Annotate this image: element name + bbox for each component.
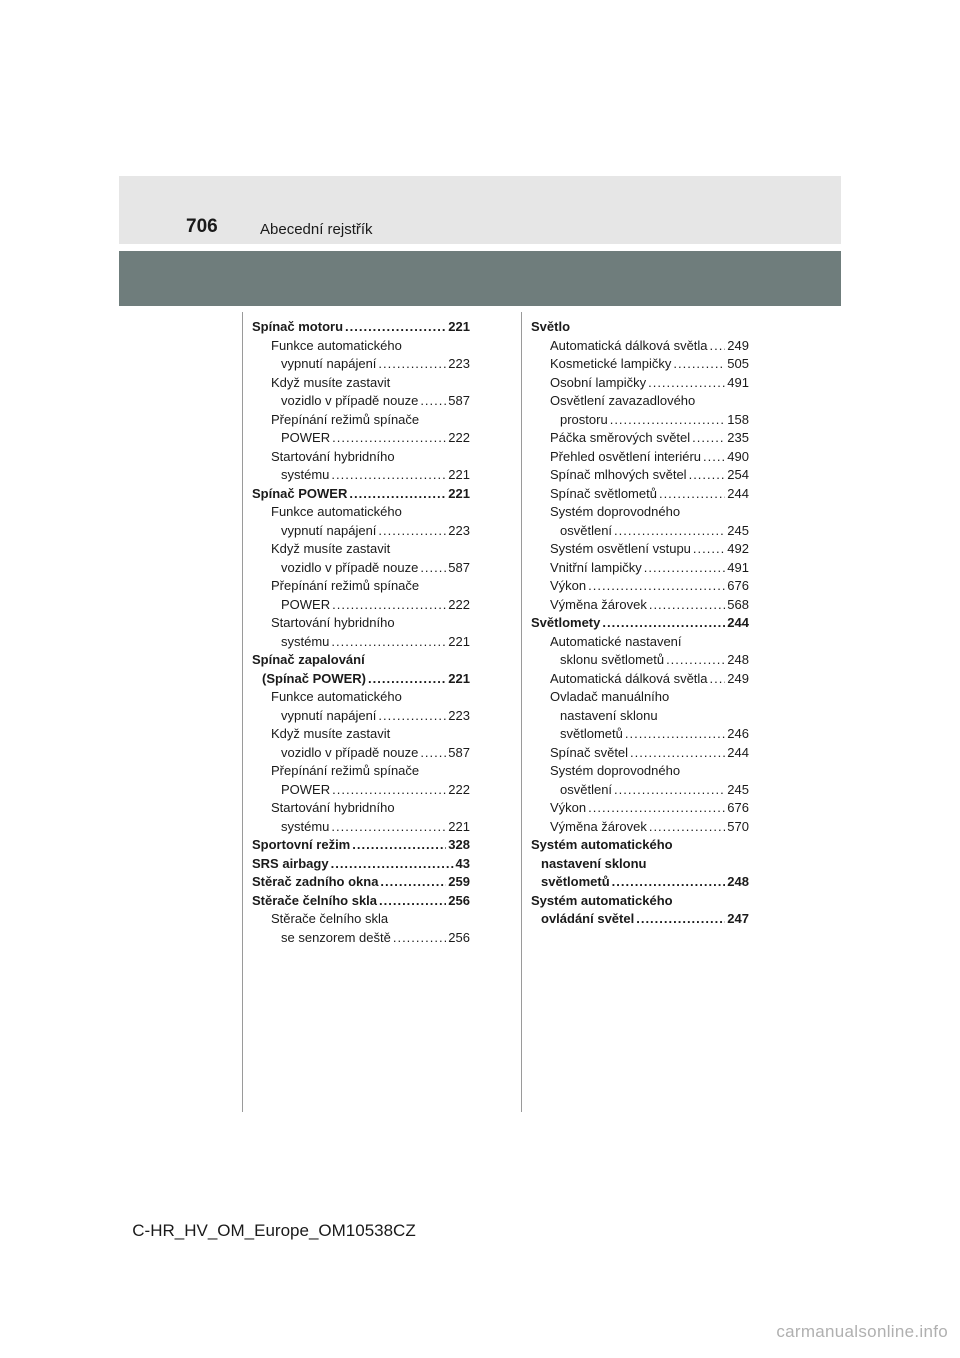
index-entry — [531, 799, 749, 818]
index-entry-text: prostoru — [560, 411, 608, 427]
index-entry-page: 222 — [448, 430, 470, 445]
index-entry-text: Spínač mlhových světel — [550, 467, 687, 482]
index-entry — [531, 577, 749, 596]
index-entry — [252, 337, 470, 356]
index-entry-text: vozidlo v případě nouze — [281, 744, 419, 760]
index-entry-dots — [610, 411, 726, 430]
index-entry — [252, 744, 470, 763]
index-entry-page: 245 — [727, 781, 749, 797]
index-entry — [252, 503, 470, 522]
index-entry-text: nastavení sklonu — [560, 707, 658, 723]
index-entry-dots — [612, 873, 726, 892]
index-entry-text: Spínač motoru — [252, 319, 344, 334]
index-entry — [531, 633, 749, 652]
index-entry-text: Automatická dálková světla — [550, 337, 708, 353]
index-entry-text: Přepínání režimů spínače — [271, 578, 420, 593]
index-entry-text: Automatické nastavení — [550, 633, 682, 649]
index-entry-page: 221 — [448, 467, 470, 482]
index-entry-text: vypnutí napájení — [281, 707, 377, 723]
index-entry — [252, 929, 470, 948]
index-column-left — [252, 318, 470, 947]
page-number: 706 — [186, 216, 218, 237]
index-entry-text: sklonu světlometů — [560, 652, 665, 667]
index-entry-page: 492 — [727, 541, 749, 556]
index-entry-text: Osvětlení zavazadlového — [550, 393, 696, 408]
index-entry-text: Výkon — [550, 578, 587, 593]
index-entry-dots — [630, 744, 725, 763]
index-entry-page: 244 — [727, 615, 749, 630]
index-entry — [531, 762, 749, 781]
index-entry-page: 505 — [727, 356, 749, 371]
index-entry-text: systému — [281, 818, 330, 834]
index-entry — [531, 818, 749, 837]
index-entry — [252, 485, 470, 504]
index-entry-text: Spínač světlometů — [550, 485, 657, 501]
index-entry-dots — [636, 910, 725, 929]
index-entry-page: 221 — [448, 633, 470, 649]
index-entry-page: 676 — [727, 578, 749, 593]
index-entry-page: 676 — [727, 800, 749, 815]
index-entry-dots — [625, 725, 725, 744]
index-entry — [252, 577, 470, 596]
index-entry-dots — [345, 318, 446, 337]
index-entry-text: světlometů — [541, 874, 610, 889]
index-entry — [252, 392, 470, 411]
index-entry — [252, 725, 470, 744]
index-entry-page: 254 — [727, 467, 749, 482]
index-entry-dots — [649, 596, 725, 615]
index-entry-page: 235 — [727, 430, 749, 445]
index-entry-text: Přepínání režimů spínače — [271, 411, 420, 427]
index-entry-dots — [352, 836, 446, 855]
index-entry-text: Výměna žárovek — [550, 596, 647, 612]
index-entry-text: osvětlení — [560, 781, 613, 797]
index-entry-dots — [649, 818, 725, 837]
index-entry — [252, 374, 470, 393]
index-entry — [252, 670, 470, 689]
index-entry-dots — [693, 540, 725, 559]
header-band — [119, 176, 841, 244]
index-entry-page: 222 — [448, 781, 470, 797]
index-entry — [531, 374, 749, 393]
index-entry-text: ovládání světel — [541, 911, 635, 926]
index-entry — [531, 910, 749, 929]
index-entry — [531, 448, 749, 467]
index-entry-page: 248 — [727, 652, 749, 667]
index-entry-text: Spínač POWER — [252, 485, 348, 501]
index-entry-page: 221 — [448, 319, 470, 334]
index-entry-text: vypnutí napájení — [281, 356, 377, 371]
index-entry — [252, 781, 470, 800]
index-entry-dots — [420, 744, 446, 763]
index-entry-text: Sportovní režim — [252, 837, 351, 852]
index-entry-dots — [368, 670, 446, 689]
section-band — [119, 251, 841, 306]
index-entry — [531, 688, 749, 707]
index-entry-text: Přepínání režimů spínače — [271, 763, 420, 778]
index-entry — [252, 818, 470, 837]
index-entry-text: Ovladač manuálního — [550, 689, 670, 704]
index-entry-text: Osobní lampičky — [550, 374, 647, 390]
index-entry-text: Stěrače čelního skla — [271, 911, 389, 926]
index-entry — [531, 466, 749, 485]
index-entry-dots — [666, 651, 725, 670]
index-entry-dots — [332, 781, 446, 800]
index-entry-page: 587 — [448, 744, 470, 760]
index-entry — [531, 392, 749, 411]
index-entry — [531, 873, 749, 892]
index-entry-text: systému — [281, 633, 330, 649]
index-entry-dots — [331, 855, 454, 874]
index-entry-text: POWER — [281, 781, 331, 797]
index-entry-dots — [331, 818, 446, 837]
document-code: C-HR_HV_OM_Europe_OM10538CZ — [132, 1221, 416, 1240]
index-entry-dots — [644, 559, 726, 578]
index-entry — [531, 337, 749, 356]
index-entry-dots — [378, 522, 446, 541]
index-entry-dots — [614, 781, 725, 800]
index-entry — [252, 614, 470, 633]
index-entry — [252, 651, 470, 670]
index-entry-text: Systém osvětlení vstupu — [550, 541, 691, 556]
column-divider-left — [242, 312, 243, 1112]
index-column-right — [531, 318, 749, 929]
index-entry-page: 244 — [727, 744, 749, 760]
index-entry-text: Páčka směrových světel — [550, 430, 691, 445]
index-entry — [252, 355, 470, 374]
index-entry-text: Automatická dálková světla — [550, 670, 708, 686]
index-entry-text: Systém doprovodného — [550, 504, 681, 519]
index-entry-page: 256 — [448, 929, 470, 945]
index-entry-dots — [648, 374, 725, 393]
index-entry-page: 221 — [448, 670, 470, 686]
index-entry — [252, 429, 470, 448]
index-entry — [531, 725, 749, 744]
column-divider-middle — [521, 312, 522, 1112]
index-entry-dots — [703, 448, 725, 467]
watermark-text: carmanualsonline.info — [776, 1322, 948, 1341]
index-entry-dots — [393, 929, 446, 948]
index-entry — [531, 670, 749, 689]
index-entry — [252, 448, 470, 467]
index-entry — [252, 855, 470, 874]
index-entry-text: Startování hybridního — [271, 448, 395, 464]
index-entry — [531, 522, 749, 541]
index-entry-page: 256 — [448, 892, 470, 908]
index-entry-text: osvětlení — [560, 522, 613, 538]
index-entry-page: 491 — [727, 559, 749, 575]
index-entry — [531, 651, 749, 670]
index-entry-page: 570 — [727, 818, 749, 834]
index-entry-text: Světlomety — [531, 615, 601, 630]
index-entry — [252, 762, 470, 781]
index-entry-text: Kosmetické lampičky — [550, 356, 672, 371]
index-entry-dots — [379, 892, 446, 911]
index-entry — [252, 633, 470, 652]
index-entry-page: 246 — [727, 726, 749, 741]
index-entry-text: světlometů — [560, 726, 623, 741]
index-entry-dots — [349, 485, 446, 504]
index-entry-text: Vnitřní lampičky — [550, 559, 642, 575]
index-entry-page: 587 — [448, 559, 470, 575]
index-entry — [252, 522, 470, 541]
index-entry — [252, 540, 470, 559]
index-entry-text: Když musíte zastavit — [271, 726, 391, 741]
index-entry-text: Spínač světel — [550, 744, 629, 760]
index-entry — [531, 855, 749, 874]
index-entry-text: Systém doprovodného — [550, 763, 681, 778]
index-entry — [252, 873, 470, 892]
index-entry — [252, 688, 470, 707]
index-entry-text: SRS airbagy — [252, 855, 329, 871]
index-entry — [531, 744, 749, 763]
index-entry-text: Výměna žárovek — [550, 818, 647, 834]
index-entry-text: Přehled osvětlení interiéru — [550, 448, 702, 464]
index-entry-text: Startování hybridního — [271, 615, 395, 630]
index-entry — [531, 540, 749, 559]
index-entry-page: 244 — [727, 485, 749, 501]
index-entry — [531, 318, 749, 337]
index-entry-text: Funkce automatického — [271, 504, 402, 519]
index-entry — [531, 707, 749, 726]
index-entry — [531, 892, 749, 911]
index-entry — [531, 429, 749, 448]
section-title: Abecední rejstřík — [260, 221, 373, 238]
index-entry-text: Systém automatického — [531, 837, 673, 852]
index-entry-text: Funkce automatického — [271, 689, 402, 704]
index-entry-text: vozidlo v případě nouze — [281, 393, 419, 408]
index-entry-text: Výkon — [550, 800, 587, 815]
index-entry — [531, 503, 749, 522]
index-entry-dots — [378, 355, 446, 374]
index-entry-page: 221 — [448, 818, 470, 834]
index-entry-dots — [689, 466, 726, 485]
index-entry-page: 587 — [448, 393, 470, 408]
index-entry-page: 247 — [727, 911, 749, 926]
index-entry-text: vypnutí napájení — [281, 522, 377, 538]
index-entry — [252, 466, 470, 485]
index-entry — [531, 781, 749, 800]
index-entry — [252, 910, 470, 929]
index-entry-text: nastavení sklonu — [541, 855, 647, 871]
index-entry-text: systému — [281, 467, 330, 482]
index-entry-page: 222 — [448, 596, 470, 612]
index-entry-dots — [331, 466, 446, 485]
index-entry — [252, 318, 470, 337]
index-entry-dots — [710, 337, 726, 356]
index-entry — [531, 485, 749, 504]
index-entry-dots — [710, 670, 726, 689]
index-entry-dots — [420, 392, 446, 411]
footer — [0, 1221, 960, 1241]
index-entry-text: Když musíte zastavit — [271, 374, 391, 390]
index-entry-dots — [332, 429, 446, 448]
index-entry-dots — [588, 799, 725, 818]
index-entry-text: vozidlo v případě nouze — [281, 559, 419, 575]
index-entry — [252, 596, 470, 615]
index-entry-text: Když musíte zastavit — [271, 541, 391, 556]
index-entry-text: Spínač zapalování — [252, 652, 365, 667]
index-entry-dots — [614, 522, 725, 541]
index-entry-page: 248 — [727, 874, 749, 889]
index-entry-page: 490 — [727, 448, 749, 464]
index-entry — [531, 836, 749, 855]
index-entry-text: Světlo — [531, 319, 571, 334]
index-entry-page: 223 — [448, 356, 470, 371]
index-entry-dots — [380, 873, 446, 892]
index-entry — [252, 799, 470, 818]
index-entry-page: 221 — [448, 485, 470, 501]
index-entry — [252, 411, 470, 430]
index-entry-dots — [673, 355, 725, 374]
index-entry-page: 491 — [727, 374, 749, 390]
index-entry-text: Systém automatického — [531, 892, 673, 908]
index-entry-page: 223 — [448, 707, 470, 723]
index-entry-page: 43 — [455, 855, 470, 871]
index-entry-page: 259 — [448, 874, 470, 889]
index-entry — [252, 892, 470, 911]
index-entry — [531, 559, 749, 578]
index-entry-dots — [692, 429, 725, 448]
index-entry-text: se senzorem deště — [281, 929, 391, 945]
index-entry-dots — [331, 633, 446, 652]
index-entry-dots — [378, 707, 446, 726]
index-entry-text: Stěrače čelního skla — [252, 892, 378, 908]
index-entry-page: 328 — [448, 837, 470, 852]
index-entry — [531, 614, 749, 633]
index-entry — [531, 596, 749, 615]
index-entry — [252, 836, 470, 855]
index-entry-page: 158 — [727, 411, 749, 427]
index-entry-text: Stěrač zadního okna — [252, 874, 379, 889]
index-entry-page: 568 — [727, 596, 749, 612]
index-entry-text: POWER — [281, 596, 331, 612]
index-entry-text: (Spínač POWER) — [262, 670, 367, 686]
index-entry-dots — [588, 577, 725, 596]
index-entry-page: 249 — [727, 670, 749, 686]
index-entry — [531, 411, 749, 430]
index-entry-page: 245 — [727, 522, 749, 538]
index-entry — [252, 707, 470, 726]
index-entry — [531, 355, 749, 374]
index-entry-dots — [659, 485, 725, 504]
index-entry — [252, 559, 470, 578]
index-entry-dots — [420, 559, 446, 578]
index-entry-page: 249 — [727, 337, 749, 353]
index-entry-page: 223 — [448, 522, 470, 538]
index-entry-text: Startování hybridního — [271, 800, 395, 815]
index-entry-dots — [332, 596, 446, 615]
index-entry-text: POWER — [281, 430, 331, 445]
index-entry-dots — [602, 614, 725, 633]
index-entry-text: Funkce automatického — [271, 337, 402, 353]
